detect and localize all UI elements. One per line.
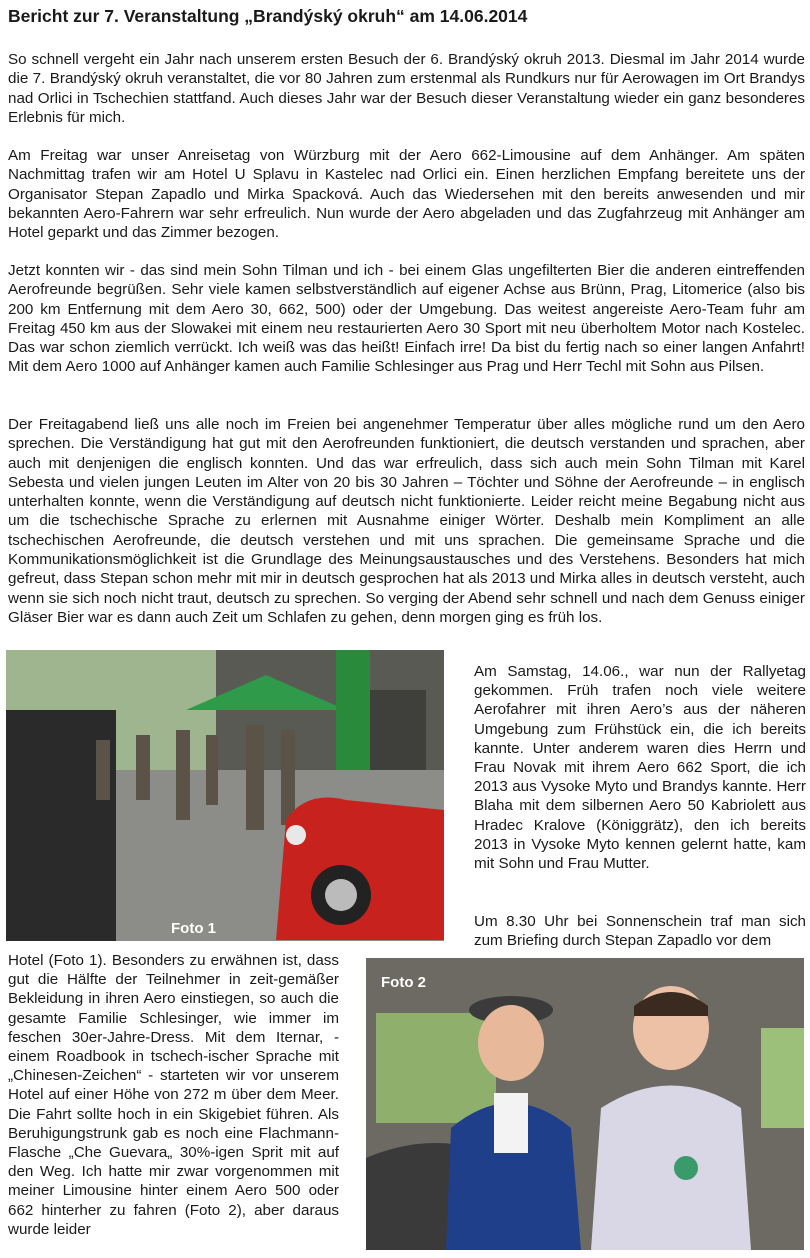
- paragraph-friday-evening: Der Freitagabend ließ uns alle noch im Freien bei angenehmer Temperatur über alles mögliche rund um den Aero sprechen. Die Verständigung hat gut mit den Aerofreunden funktioniert, die deutsch verstanden und sprachen, aber auch mit denjenigen die englisch konnten. Und das war erfreulich, dass sich auch mein Sohn Tilman mit Karel Sebesta und vielen jungen Leuten im Alter von 20 bis 30 Jahren – Töchter und Söhne der Aerofreunde – in englisch unterhalten konnte, wenn die Verständigung auf deutsch nicht funktionierte. Leider reicht meine Begabung nicht aus um die tschechische Sprache zu erlernen mit Ausnahme einiger Wörter. Deshalb mein Kompliment an alle tschechischen Aerofreunde, die deutsch verstehen und mit uns sprachen. Die gemeinsame Sprache und die Kommunikationsmöglichkeit ist die Grundlage des Meinungsaustausches und des Verstehens. Besonders hat mich gefreut, dass Stepan schon mehr mit mir in deutsch gesprochen hat als 2013 und Mirka alles in deutsch versteht, auch wenn sie sich noch nicht traut, deutsch zu sprechen. So verging der Abend sehr schnell und nach dem Genuss einiger Gläser Bier war es dann auch Zeit um Schlafen zu gehen, denn morgen ging es früh los.: [8, 416, 805, 626]
- paragraph-saturday: Am Samstag, 14.06., war nun der Rallyetag gekommen. Früh trafen noch viele weitere Aerofahrer mit ihren Aero’s aus der näheren Umgebung zum Frühstück ein, die ich bereits kannte. Unter anderem waren dies Herrn und Frau Novak mit ihrem Aero 662 Sport, die ich 2013 aus Vysoke Myto und Brandys kannte. Herr Blaha mit dem silbernen Aero 50 Kabriolett aus Hradec Kralove (Königgrätz), den ich bereits 2013 in Vysoke Myto kennen gelernt hatte, kam mit Sohn und Frau Mutter.: [474, 663, 806, 873]
- photo-1: [6, 650, 444, 941]
- photo-1-illustration: [6, 650, 444, 941]
- paragraph-intro: So schnell vergeht ein Jahr nach unserem ersten Besuch der 6. Brandýský okruh 2013. Diesmal im Jahr 2014 wurde die 7. Brandýský okruh veranstaltet, die vor 80 Jahren zum erstenmal als Rundkurs nur für Aerowagen im Ort Brandys nad Orlici in Tschechien stattfand. Auch dieses Jahr war der Besuch dieser Veranstaltung wieder ein ganz besonderes Erlebnis für mich.: [8, 51, 805, 126]
- paragraph-hotel-start: Hotel (Foto 1). Besonders zu erwähnen ist, dass gut die Hälfte der Teilnehmer in zeit-gemäßer Bekleidung in ihren Aero einstiegen, so auch die gesamte Familie Schlesinger, wie immer im feschen 30er-Jahre-Dress. Mit dem Iternar, - einem Roadbook in tschech-ischer Sprache mit „Chinesen-Zeichen“ - starteten wir vor unserem Hotel auf einer Höhe von 272 m über dem Meer. Die Fahrt sollte hoch in ein Skigebiet führen. Als Beruhigungstrunk gab es noch eine Flachmann-Flasche „Che Guevara„ 30%-igen Sprit mit auf den Weg. Ich hatte mir zwar vorgenommen mit meiner Limousine hinter einem Aero 500 oder 662 hinterher zu fahren (Foto 2), aber daraus wurde leider: [8, 952, 339, 1238]
- photo-2: [366, 958, 804, 1250]
- paragraph-arrival: Am Freitag war unser Anreisetag von Würzburg mit der Aero 662-Limousine auf dem Anhänger. Am späten Nachmittag trafen wir am Hotel U Splavu in Kastelec nad Orlici ein. Einen herzlichen Empfang bereitete uns der Organisator Stepan Zapadlo und Mirka Spacková. Auch das Wiedersehen mit den bereits anwesenden und mir bekannten Aero-Fahrern war sehr erfreulich. Nun wurde der Aero abgeladen und das Zugfahrzeug mit Anhänger am Hotel geparkt und das Zimmer bezogen.: [8, 147, 805, 242]
- report-title: Bericht zur 7. Veranstaltung „Brandýský okruh“ am 14.06.2014: [8, 6, 528, 26]
- paragraph-briefing: Um 8.30 Uhr bei Sonnenschein traf man sich zum Briefing durch Stepan Zapadlo vor dem: [474, 913, 806, 950]
- photo-1-caption: Foto 1: [171, 920, 216, 937]
- photo-2-caption: Foto 2: [381, 974, 426, 991]
- paragraph-greeting: Jetzt konnten wir - das sind mein Sohn Tilman und ich - bei einem Glas ungefilterten Bier die anderen eintreffenden Aerofreunde begrüßen. Sehr viele kamen selbstverständlich auf eigener Achse aus Brünn, Prag, Litomerice (also bis 200 km Entfernung mit dem Aero 30, 662, 500) oder der Umgebung. Das weitest angereiste Aero-Team fuhr am Freitag 450 km aus der Slowakei mit einem neu restaurierten Aero 30 Sport mit neu überholtem Motor nach Kostelec. Das war schon ziemlich verrückt. Ich weiß was das heißt! Einfach irre! Da bist du fertig nach so einer langen Anfahrt! Mit dem Aero 1000 auf Anhänger kamen auch Familie Schlesinger aus Prag und Herr Techl mit Sohn aus Pilsen.: [8, 262, 805, 376]
- photo-2-illustration: [366, 958, 804, 1250]
